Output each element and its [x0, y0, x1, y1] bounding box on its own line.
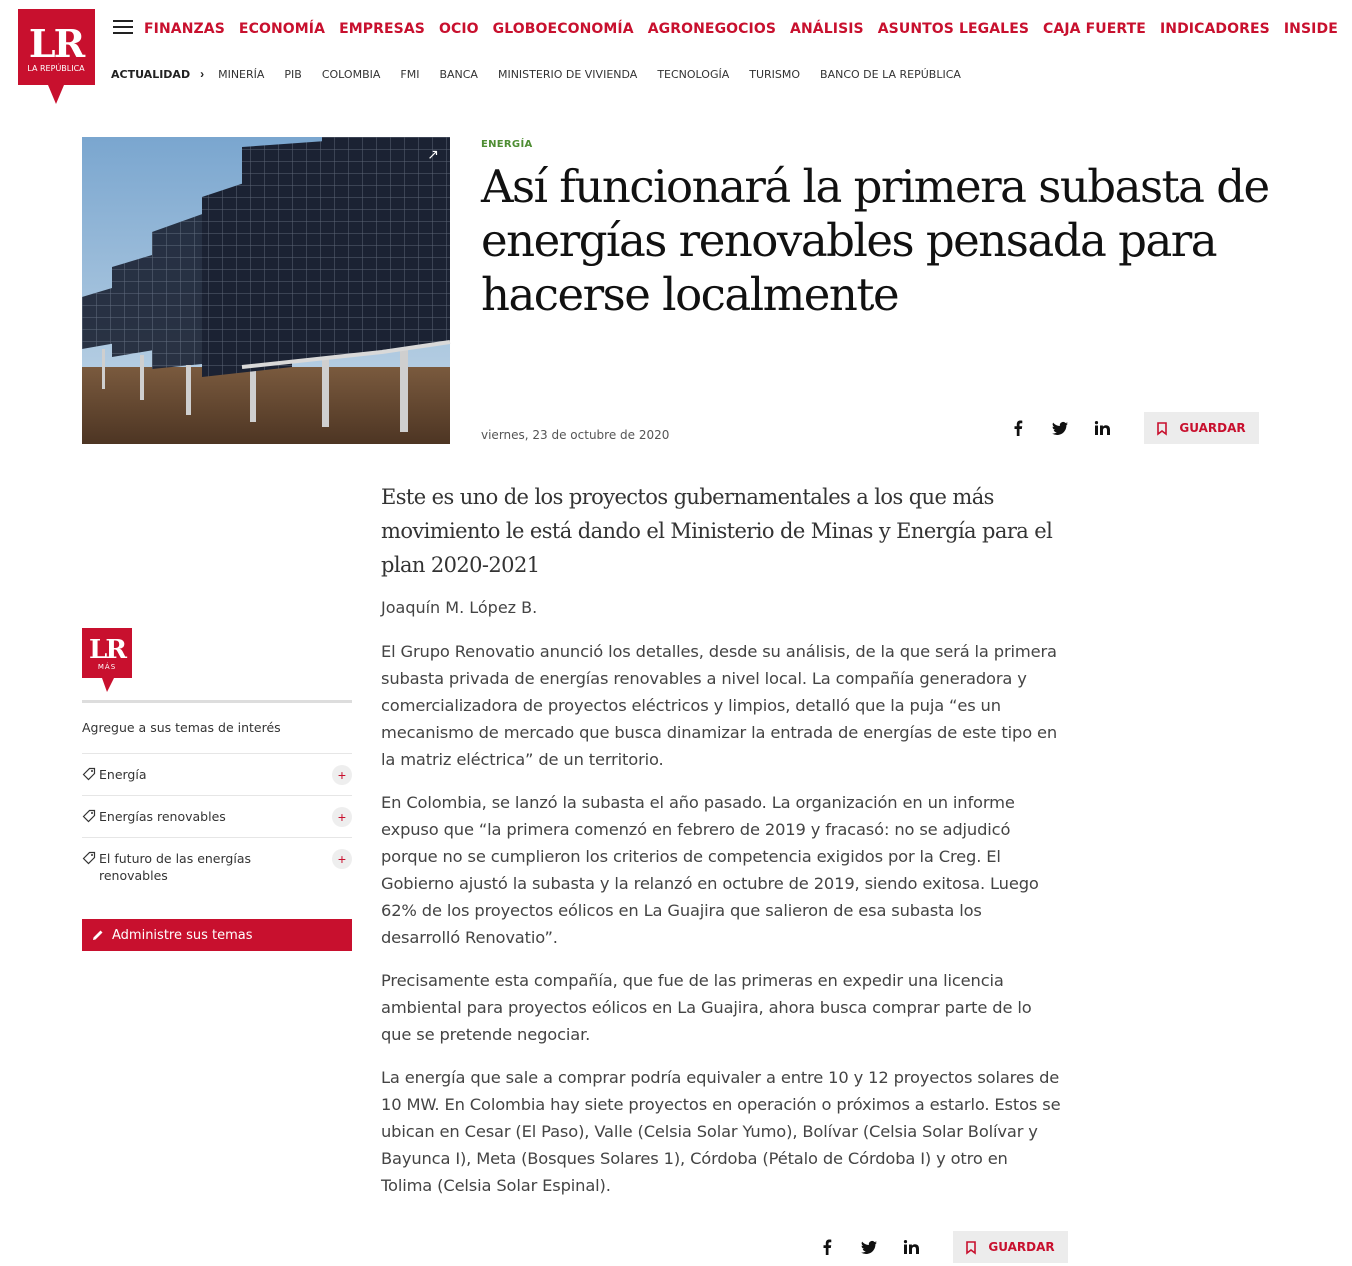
svg-text:MÁS: MÁS	[97, 663, 117, 671]
topic-item[interactable]	[82, 837, 352, 896]
article-paragraph: El Grupo Renovatio anunció los detalles, desde su análisis, de la que será la primera subasta privada de energías renovables a nivel local. La compañía generadora y comercializadora de proyectos eléctricos y limpios, detalló que la puja “es un mecanismo de mercado que busca dinamizar la entrada de energías de este tipo en la matriz eléctrica” de un territorio.	[381, 642, 1058, 769]
topic-label: El futuro de las energías renovables	[99, 851, 251, 883]
nav-caja-fuerte[interactable]: CAJA FUERTE	[1043, 21, 1146, 37]
save-label: GUARDAR	[988, 1240, 1055, 1254]
nav-globoeconomia[interactable]: GLOBOECONOMÍA	[492, 21, 634, 37]
topic-label: Energía	[99, 767, 147, 782]
sub-nav-item[interactable]: FMI	[400, 67, 420, 81]
nav-analisis[interactable]: ANÁLISIS	[790, 21, 864, 37]
main-nav	[144, 21, 1352, 37]
nav-indicadores[interactable]: INDICADORES	[1159, 21, 1270, 37]
nav-ocio[interactable]: OCIO	[438, 21, 479, 37]
sidebar-divider	[82, 700, 352, 703]
article-author[interactable]: Joaquín M. López B.	[381, 598, 538, 617]
nav-inside[interactable]: INSIDE	[1283, 21, 1338, 37]
nav-asuntos-legales[interactable]: ASUNTOS LEGALES	[877, 21, 1030, 37]
tag-icon	[82, 767, 96, 781]
topic-item[interactable]	[82, 795, 352, 837]
twitter-icon[interactable]	[1052, 420, 1068, 436]
topic-label: Energías renovables	[99, 809, 226, 824]
sidebar-intro: Agregue a sus temas de interés	[82, 720, 281, 735]
nav-agronegocios[interactable]: AGRONEGOCIOS	[647, 21, 777, 37]
hamburger-menu-icon[interactable]	[113, 20, 133, 36]
bookmark-icon	[966, 1241, 976, 1254]
facebook-icon[interactable]	[819, 1239, 835, 1255]
bookmark-icon	[1157, 422, 1167, 435]
manage-topics-button[interactable]	[82, 919, 352, 951]
sub-nav-item[interactable]: MINERÍA	[218, 67, 265, 81]
sub-nav-current[interactable]: ACTUALIDAD	[111, 67, 191, 81]
save-button[interactable]	[1144, 412, 1259, 444]
linkedin-icon[interactable]	[1094, 420, 1110, 436]
article-paragraph: En Colombia, se lanzó la subasta el año pasado. La organización en un informe expuso que “la primera comenzó en febrero de 2019 y fracasó: no se adjudicó porque no se cumplieron los criterios de competencia exigidos por la Creg. El Gobierno ajustó la subasta y la relanzó en octubre de 2019, siendo exitosa. Luego 62% de los proyectos eólicos en La Guajira que salieron de esa subasta los desarrolló Renovatio”.	[381, 793, 1039, 947]
manage-topics-label: Administre sus temas	[112, 927, 253, 943]
sub-nav-item[interactable]: MINISTERIO DE VIVIENDA	[497, 67, 638, 81]
la-republica-logo[interactable]	[18, 9, 95, 104]
article-body	[381, 638, 1061, 1215]
twitter-icon[interactable]	[861, 1239, 877, 1255]
linkedin-icon[interactable]	[903, 1239, 919, 1255]
nav-finanzas[interactable]: FINANZAS	[144, 21, 225, 37]
share-toolbar-bottom	[819, 1231, 1068, 1263]
sub-nav-item[interactable]: COLOMBIA	[321, 67, 381, 81]
chevron-right-icon: ›	[200, 67, 205, 81]
sub-nav-item[interactable]: BANCA	[439, 67, 478, 81]
svg-text:LA REPÚBLICA: LA REPÚBLICA	[27, 64, 85, 73]
sub-nav-item[interactable]: BANCO DE LA REPÚBLICA	[820, 67, 961, 81]
article-paragraph: Precisamente esta compañía, que fue de las primeras en expedir una licencia ambiental para proyectos eólicos en La Guajira, ahora busca comprar parte de lo que se pretende negociar.	[381, 971, 1032, 1044]
nav-economia[interactable]: ECONOMÍA	[238, 21, 326, 37]
nav-empresas[interactable]: EMPRESAS	[339, 21, 425, 37]
add-topic-icon[interactable]: +	[332, 765, 352, 785]
add-topic-icon[interactable]: +	[332, 807, 352, 827]
article-hero-image[interactable]	[82, 137, 450, 444]
share-toolbar-top	[1010, 412, 1259, 444]
tag-icon	[82, 851, 96, 865]
section-tag[interactable]: ENERGÍA	[481, 139, 533, 150]
topic-list	[82, 753, 352, 896]
sub-nav	[111, 67, 981, 81]
tag-icon	[82, 809, 96, 823]
article-date: viernes, 23 de octubre de 2020	[481, 428, 670, 442]
article-lead: Este es uno de los proyectos gubernamentales a los que más movimiento le está dando el Ministerio de Minas y Energía para el plan 2020-2021	[381, 485, 1053, 577]
sub-nav-item[interactable]: PIB	[284, 67, 302, 81]
svg-text:LR: LR	[28, 21, 84, 66]
article-paragraph: La energía que sale a comprar podría equivaler a entre 10 y 12 proyectos solares de 10 MW. En Colombia hay siete proyectos en operación o próximos a estarlo. Estos se ubican en Cesar (El Paso), Valle (Celsia Solar Yumo), Bolívar (Celsia Solar Bolívar y Bayunca I), Meta (Bosques Solares 1), Córdoba (Pétalo de Córdoba I) y otro en Tolima (Celsia Solar Espinal).	[381, 1068, 1061, 1195]
article-title: Así funcionará la primera subasta de energías renovables pensada para hacerse localmente	[481, 160, 1269, 321]
svg-text:LR: LR	[89, 635, 125, 665]
sub-nav-item[interactable]: TURISMO	[749, 67, 801, 81]
lr-mas-logo	[82, 628, 132, 692]
sub-nav-item[interactable]: TECNOLOGÍA	[657, 67, 730, 81]
save-label: GUARDAR	[1179, 421, 1246, 435]
expand-icon[interactable]: ↗	[427, 145, 439, 162]
save-button[interactable]	[953, 1231, 1068, 1263]
add-topic-icon[interactable]: +	[332, 849, 352, 869]
facebook-icon[interactable]	[1010, 420, 1026, 436]
topic-item[interactable]	[82, 753, 352, 795]
pencil-icon	[92, 929, 104, 941]
